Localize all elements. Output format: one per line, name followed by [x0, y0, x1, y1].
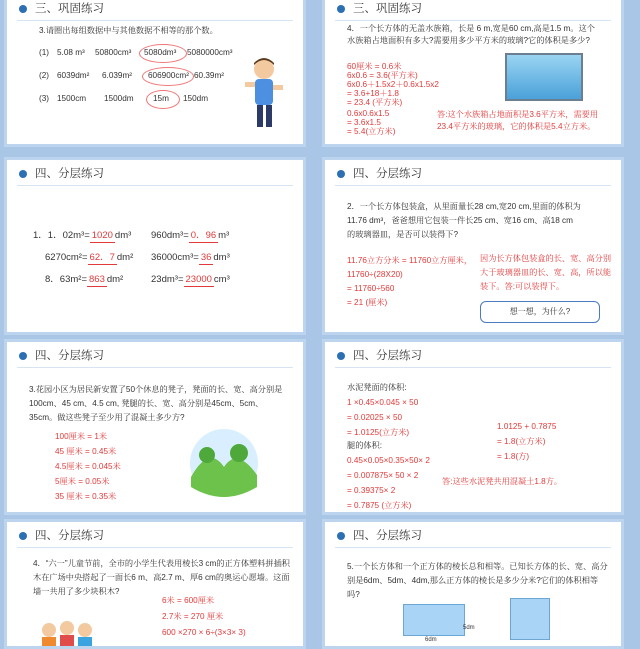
slide-header: [7, 160, 303, 190]
slide-header: [325, 342, 621, 372]
slide-5[interactable]: 四、分层练习 3.花园小区为居民新安置了50个休息的凳子，凳面的长、宽、高分别是 100cm、45 cm、4.5 cm, 凳腿的长、宽、高分别是45cm、5cm、 35cm。做这些凳子至少用了混凝土多少方? 100厘米 = 1米 45 厘米 = 0.45米 4.5厘米 = 0.045米 5厘米 = 0.05米 35 厘米 = 0.35米: [4, 339, 306, 515]
slide-title: 四、分层练习: [353, 350, 422, 362]
slide-header: [7, 522, 303, 552]
bullet-icon: [19, 532, 27, 540]
slide-title: 四、分层练习: [35, 530, 104, 542]
question: 3.请圈出每组数据中与其他数据不相等的那个数。: [39, 26, 218, 35]
slide-title: 四、分层练习: [35, 350, 104, 362]
conversion-item: 23dm³= 23000 cm³: [151, 274, 230, 285]
bullet-icon: [337, 352, 345, 360]
slide-title: 三、巩固练习: [353, 3, 422, 15]
slide-4[interactable]: 四、分层练习 2．一个长方体包装盒，从里面量长28 cm,宽20 cm,里面的体积为 11.76 dm³，爸爸想用它包装一件长25 cm、宽16 cm、高18 cm 的玻璃器皿，是否可以装得下? 11.76立方分米 = 11760立方厘米， 11760÷(28X20) = 11760÷560 = 21 (厘米) 因为长方体包装盒的长、宽、高分别 大于玻璃器皿的长、宽、高，所以能 装下。答:可以装得下。 想一想，为什么?: [322, 157, 624, 335]
answer-circle: [142, 67, 194, 86]
slide-header: [325, 160, 621, 190]
bullet-icon: [19, 352, 27, 360]
cube-shape: [510, 598, 550, 640]
slide-title: 三、巩固练习: [35, 3, 104, 15]
bullet-icon: [337, 532, 345, 540]
think-bubble: 想一想，为什么?: [480, 301, 600, 323]
bullet-icon: [337, 5, 345, 13]
bullet-icon: [337, 170, 345, 178]
conversion-item: 36000cm³= 36 dm³: [151, 252, 230, 263]
conversion-item: 8．63m²= 863 dm²: [45, 274, 124, 285]
slide-header: [7, 0, 303, 25]
slide-1[interactable]: 三、巩固练习 3.请圈出每组数据中与其他数据不相等的那个数。 (1) 5.08 m³ 50800cm³ 5080dm³ 5080000cm³ (2) 6039dm² 6.039m² 606900cm² 60.39m² (3) 1500cm 1500dm 15m 150dm: [4, 0, 306, 147]
park-illustration: [189, 427, 259, 499]
bullet-icon: [19, 170, 27, 178]
slide-6[interactable]: 四、分层练习 水泥凳面的体积: 1 ×0.45×0.045 × 50 = 0.02025 × 50 = 1.0125(立方米) 腿的体积: 0.45×0.05×0.35×50× 2 = 0.007875× 50 × 2 = 0.39375× 2 = 0.7875 (立方米) 1.0125 + 0.7875 = 1.8(立方米) = 1.8(方) 答:这些水泥凳共用混凝土1.8方。: [322, 339, 624, 515]
bullet-icon: [19, 5, 27, 13]
cuboid-shape: [403, 604, 465, 636]
slide-7[interactable]: 四、分层练习 4．“六一”儿童节前，全市的小学生代表用棱长3 cm的正方体塑料拼插积 木在广场中央搭起了一面长6 m、高2.7 m、厚6 cm的奥运心愿墙。这面 墙一共用了多少块积木? 6米 = 600厘米 2.7米 = 270 厘米 600 ×270 × 6÷(3×3× 3): [4, 519, 306, 649]
slide-8[interactable]: 四、分层练习 5.一个长方体和一个正方体的棱长总和相等。已知长方体的长、宽、高分 别是6dm、5dm、4dm,那么正方体的棱长是多少分米?它们的体积相等 吗? 5dm 6dm: [322, 519, 624, 649]
slide-3[interactable]: [4, 157, 306, 335]
aquarium-illustration: [505, 53, 583, 101]
answer-circle: [139, 44, 187, 63]
conversion-item: 6270cm²= 62．7 dm²: [45, 252, 134, 263]
slide-title: 四、分层练习: [35, 168, 104, 180]
answer-circle: [146, 90, 180, 109]
slide-header: [325, 0, 621, 25]
slide-header: [325, 522, 621, 552]
children-illustration: [37, 620, 107, 649]
slide-title: 四、分层练习: [353, 168, 422, 180]
boy-illustration: [239, 55, 289, 140]
slide-title: 四、分层练习: [353, 530, 422, 542]
conversion-item: 1．1．02m³= 1020 dm³: [33, 230, 132, 241]
slide-2[interactable]: 三、巩固练习 4．一个长方体的无盖水族箱，长是 6 m,宽是60 cm,高是1.5 m。这个 水族箱占地面积有多大?需要用多少平方米的玻璃?它的体积是多少? 60厘米 = 0.6米 6x0.6 = 3.6(平方米) 6x0.6＋1.5x2＋0.6x1.5x2 = 3.6+18＋1.8 = 23.4 (平方米) 0.6x0.6x1.5 = 3.6x1.5 = 5.4(立方米) 答:这个水族箱占地面积是3.6平方米，需要用 23.4平方米的玻璃，它的体积是5.4立方米。: [322, 0, 624, 147]
conversion-item: 960dm³= 0．96 m³: [151, 230, 230, 241]
slide-header: [7, 342, 303, 372]
